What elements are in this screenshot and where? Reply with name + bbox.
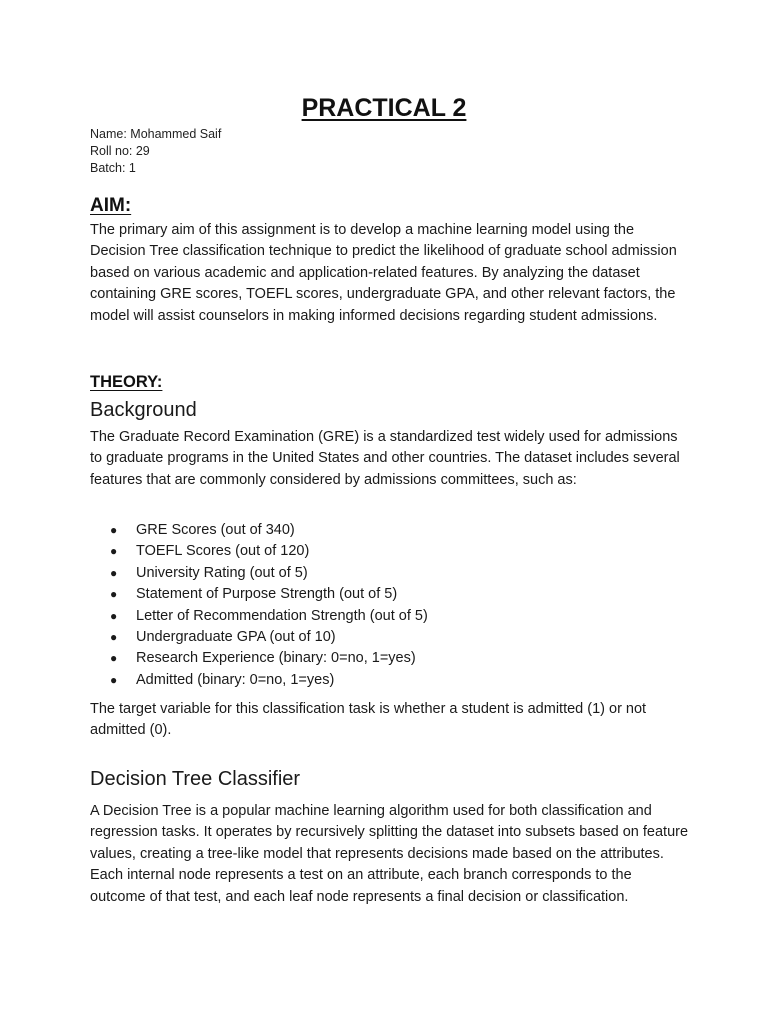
list-item bbox=[108, 648, 428, 669]
theory-heading: THEORY: bbox=[90, 373, 163, 391]
bullet-icon: ● bbox=[110, 630, 118, 645]
aim-heading: AIM: bbox=[90, 195, 132, 216]
aim-paragraph: The primary aim of this assignment is to develop a machine learning model using the Decision Tree classification technique to predict the likelihood of graduate school admission based on various academic and application-related features. By analyzing the dataset containing GRE scores, TOEFL scores, undergraduate GPA, and other relevant factors, the model will assist counselors in making informed decisions regarding student admissions. bbox=[90, 222, 677, 324]
bullet-icon: ● bbox=[110, 608, 118, 623]
bullet-icon: ● bbox=[110, 544, 118, 559]
page-title: PRACTICAL 2 bbox=[301, 94, 467, 122]
list-item-text: Admitted (binary: 0=no, 1=yes) bbox=[136, 671, 335, 688]
feature-list bbox=[108, 520, 428, 691]
background-heading: Background bbox=[90, 399, 197, 421]
bullet-icon: ● bbox=[110, 587, 118, 602]
list-item-text: Undergraduate GPA (out of 10) bbox=[136, 629, 336, 646]
bullet-icon: ● bbox=[110, 651, 118, 666]
list-item bbox=[108, 670, 428, 691]
list-item bbox=[108, 606, 428, 627]
bullet-icon: ● bbox=[110, 565, 118, 580]
student-info bbox=[90, 126, 221, 177]
bullet-icon: ● bbox=[110, 672, 118, 687]
background-paragraph: The Graduate Record Examination (GRE) is a standardized test widely used for admissions to graduate programs in the United States and other countries. The dataset includes several features that are commonly considered by admissions committees, such as: bbox=[90, 429, 680, 488]
list-item bbox=[108, 520, 428, 541]
student-name: Name: Mohammed Saif bbox=[90, 127, 222, 141]
list-item-text: TOEFL Scores (out of 120) bbox=[136, 543, 310, 560]
bullet-icon: ● bbox=[110, 523, 118, 537]
list-item-text: University Rating (out of 5) bbox=[136, 564, 308, 581]
list-item bbox=[108, 563, 428, 584]
list-item bbox=[108, 584, 428, 605]
list-item bbox=[108, 541, 428, 562]
list-item bbox=[108, 627, 428, 648]
decision-tree-paragraph: A Decision Tree is a popular machine learning algorithm used for both classification and regression tasks. It operates by recursively splitting the dataset into subsets based on feature values, creating a tree-like model that represents decisions made based on the attributes. Each internal node represents a test on an attribute, each branch corresponds to the outcome of that test, and each leaf node represents a final decision or classification. bbox=[90, 803, 689, 905]
decision-tree-heading: Decision Tree Classifier bbox=[90, 768, 301, 790]
batch-number: Batch: 1 bbox=[90, 161, 136, 175]
roll-number: Roll no: 29 bbox=[90, 144, 150, 158]
list-item-text: GRE Scores (out of 340) bbox=[136, 522, 295, 538]
list-item-text: Letter of Recommendation Strength (out of 5) bbox=[136, 607, 428, 624]
list-item-text: Research Experience (binary: 0=no, 1=yes) bbox=[136, 650, 416, 667]
list-item-text: Statement of Purpose Strength (out of 5) bbox=[136, 586, 398, 603]
target-variable-paragraph: The target variable for this classification task is whether a student is admitted (1) or not admitted (0). bbox=[90, 701, 647, 739]
